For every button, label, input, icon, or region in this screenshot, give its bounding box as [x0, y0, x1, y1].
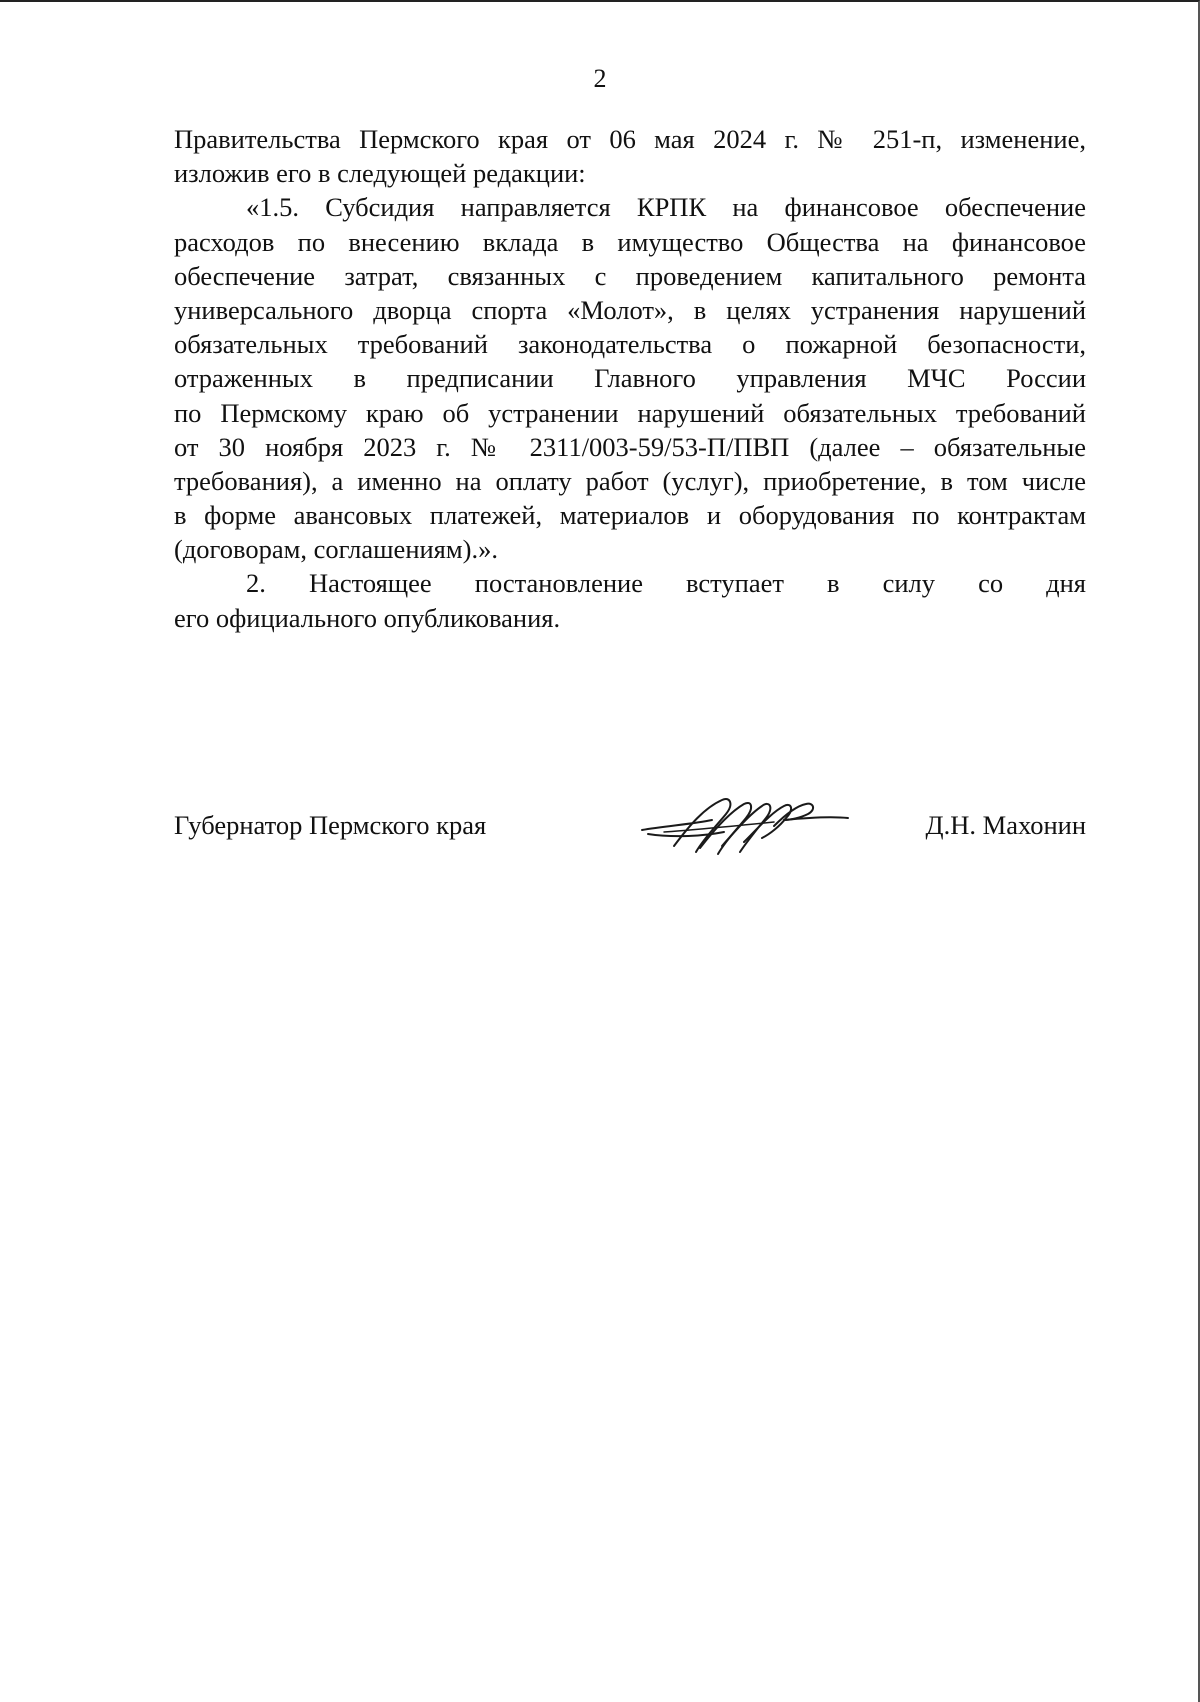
text-line: по Пермскому краю об устранении нарушений обязательных требований [174, 397, 1086, 428]
paragraph-intro [174, 122, 1086, 190]
text-line: отраженных в предписании Главного управления МЧС России [174, 363, 1086, 394]
text-line: (договорам, соглашениям).». [174, 534, 498, 565]
text-line: изложив его в следующей редакции: [174, 158, 586, 189]
text-line: расходов по внесению вклада в имущество Общества на финансовое [174, 226, 1086, 257]
document-body [174, 122, 1086, 635]
text-line: его официального опубликования. [174, 602, 561, 633]
text-line: в форме авансовых платежей, материалов и оборудования по контрактам [174, 500, 1086, 531]
signature-block [174, 802, 1086, 842]
handwritten-signature [634, 786, 854, 866]
text-line: от 30 ноября 2023 г. № 2311/003-59/53-П/ПВП (далее – обязательные [174, 431, 1086, 462]
text-line: Правительства Пермского края от 06 мая 2024 г. № 251-п, изменение, [174, 124, 1086, 154]
text-line: «1.5. Субсидия направляется КРПК на финансовое обеспечение [246, 192, 1086, 223]
signer-name: Д.Н. Махонин [925, 810, 1086, 840]
paragraph-effective [174, 566, 1086, 634]
text-line: 2. Настоящее постановление вступает в силу со дня [246, 568, 1086, 599]
text-line: требования), а именно на оплату работ (услуг), приобретение, в том числе [174, 465, 1086, 496]
text-line: универсального дворца спорта «Молот», в целях устранения нарушений [174, 294, 1086, 325]
text-line: обеспечение затрат, связанных с проведением капитального ремонта [174, 260, 1086, 291]
signer-title: Губернатор Пермского края [174, 810, 487, 840]
page-number: 2 [593, 64, 607, 93]
text-line: обязательных требований законодательства о пожарной безопасности, [174, 329, 1086, 360]
paragraph-amendment [174, 190, 1086, 566]
